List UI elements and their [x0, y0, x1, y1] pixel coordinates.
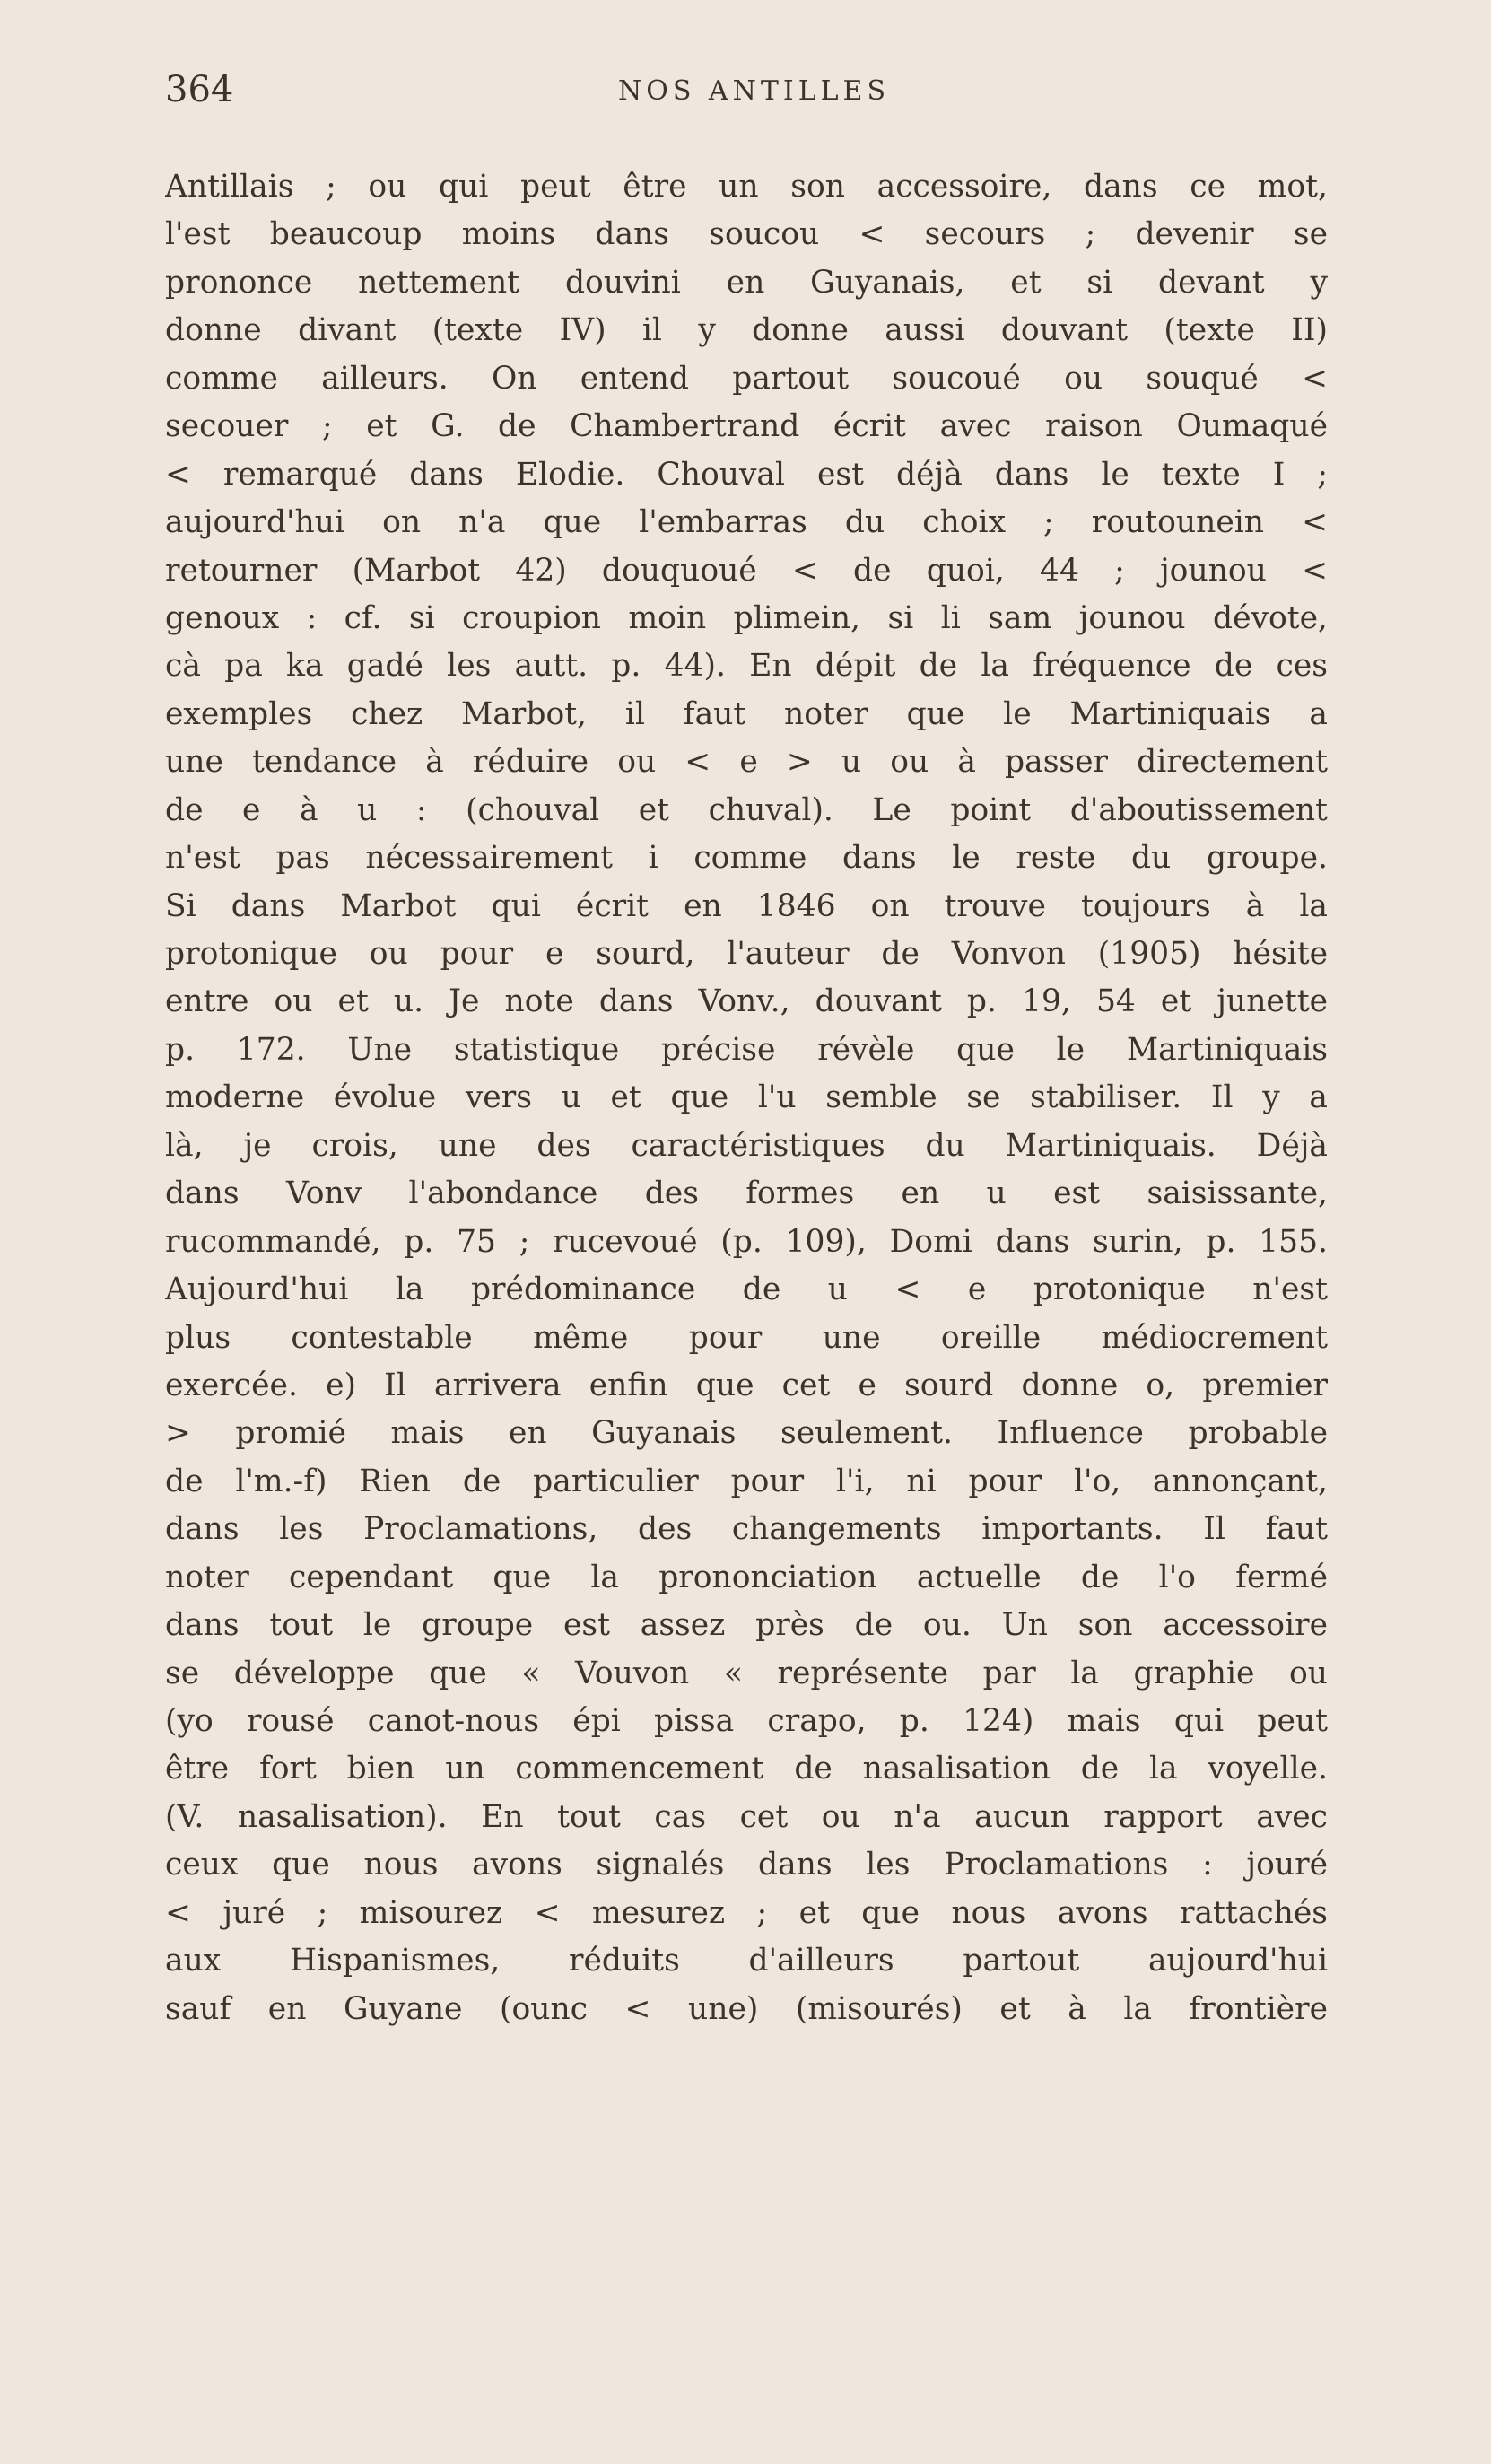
page-header [165, 70, 1328, 115]
text-line: moderne évolue vers u et que l'u semble se stabiliser. Il y a [165, 1079, 1328, 1116]
text-line: donne divant (texte IV) il y donne aussi douvant (texte II) [165, 312, 1328, 349]
text-line: être fort bien un commencement de nasalisation de la voyelle. [165, 1751, 1328, 1787]
text-line: dans tout le groupe est assez près de ou. Un son accessoire [165, 1607, 1328, 1644]
text-line: exercée. e) Il arrivera enfin que cet e sourd donne o, premier [165, 1367, 1328, 1403]
text-line: de l'm.-f) Rien de particulier pour l'i, ni pour l'o, annonçant, [165, 1463, 1328, 1499]
text-line: comme ailleurs. On entend partout soucoué ou souqué < [165, 360, 1328, 397]
text-line: protonique ou pour e sourd, l'auteur de Vonvon (1905) hésite [165, 936, 1328, 972]
text-line: exemples chez Marbot, il faut noter que le Martiniquais a [165, 695, 1328, 732]
text-line: Antillais ; ou qui peut être un son accessoire, dans ce mot, [165, 169, 1328, 205]
text-line: l'est beaucoup moins dans soucou < secours ; devenir se [165, 216, 1328, 253]
text-line: sauf en Guyane (ounc < une) (misourés) et à la frontière [165, 1990, 1328, 2027]
text-line: plus contestable même pour une oreille médiocrement [165, 1319, 1328, 1356]
text-line: cà pa ka gadé les autt. p. 44). En dépit de la fréquence de ces [165, 648, 1328, 685]
text-line: (V. nasalisation). En tout cas cet ou n'a aucun rapport avec [165, 1798, 1328, 1835]
text-line: secouer ; et G. de Chambertrand écrit avec raison Oumaqué [165, 408, 1328, 445]
text-line: Si dans Marbot qui écrit en 1846 on trouve toujours à la [165, 887, 1328, 924]
text-line: entre ou et u. Je note dans Vonv., douvant p. 19, 54 et junette [165, 983, 1328, 1020]
text-line: > promié mais en Guyanais seulement. Influence probable [165, 1415, 1328, 1452]
text-line: < juré ; misourez < mesurez ; et que nous avons rattachés [165, 1894, 1328, 1931]
body-paragraph [165, 163, 1328, 2033]
page-number: 364 [165, 69, 234, 110]
text-line: une tendance à réduire ou < e > u ou à passer directement [165, 744, 1328, 781]
text-line: (yo rousé canot-nous épi pissa crapo, p. 124) mais qui peut [165, 1703, 1328, 1739]
text-line: de e à u : (chouval et chuval). Le point d'aboutissement [165, 791, 1328, 828]
text-line: retourner (Marbot 42) douquoué < de quoi, 44 ; jounou < [165, 552, 1328, 589]
text-line: p. 172. Une statistique précise révèle que le Martiniquais [165, 1031, 1328, 1068]
text-line: là, je crois, une des caractéristiques du Martiniquais. Déjà [165, 1127, 1328, 1164]
text-line: genoux : cf. si croupion moin plimein, si li sam jounou dévote, [165, 599, 1328, 636]
running-title: NOS ANTILLES [618, 75, 891, 107]
text-line: se développe que « Vouvon « représente par la graphie ou [165, 1655, 1328, 1691]
text-line: aujourd'hui on n'a que l'embarras du choix ; routounein < [165, 504, 1328, 541]
text-line: rucommandé, p. 75 ; rucevoué (p. 109), Domi dans surin, p. 155. [165, 1223, 1328, 1260]
text-line: prononce nettement douvini en Guyanais, et si devant y [165, 264, 1328, 301]
text-line: dans les Proclamations, des changements importants. Il faut [165, 1511, 1328, 1548]
text-line: < remarqué dans Elodie. Chouval est déjà dans le texte I ; [165, 456, 1328, 493]
text-line: Aujourd'hui la prédominance de u < e protonique n'est [165, 1271, 1328, 1308]
text-line: dans Vonv l'abondance des formes en u est saisissante, [165, 1175, 1328, 1212]
text-line: aux Hispanismes, réduits d'ailleurs partout aujourd'hui [165, 1943, 1328, 1979]
text-line: noter cependant que la prononciation actuelle de l'o fermé [165, 1559, 1328, 1595]
text-line: ceux que nous avons signalés dans les Proclamations : jouré [165, 1847, 1328, 1883]
text-line: n'est pas nécessairement i comme dans le reste du groupe. [165, 840, 1328, 877]
